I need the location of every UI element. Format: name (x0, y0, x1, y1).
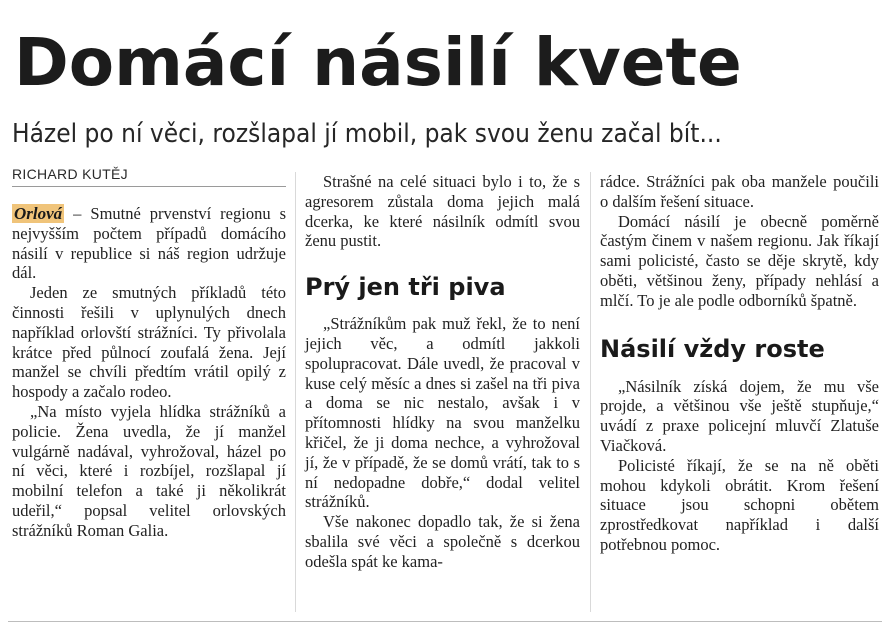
body-paragraph: Strašné na celé situaci bylo i to, že s agresorem zůstala doma jejich malá dcerka, ke které násilník odmítl svou ženu pustit. (305, 172, 580, 251)
article-column-2 (305, 172, 580, 572)
lead-paragraph (12, 204, 286, 283)
page-bottom-rule (8, 621, 882, 622)
body-paragraph-continued: rádce. Strážníci pak oba manžele poučili o dalším řešení situace. (600, 172, 879, 211)
body-paragraph: „Na místo vyjela hlídka strážníků a policie. Žena uvedla, že jí manžel vulgárně nadával, vyhrožoval, házel po ní věci, které i rozbíjel, rozšlapal jí mobilní telefon a také ji několikrát udeřil,“ popsal velitel orlovských strážníků Roman Galia. (12, 401, 286, 540)
body-paragraph: Policisté říkají, že se na ně oběti mohou kdykoli obrátit. Krom řešení situace jsou schopni obětem zprostředkovat například i další potřebnou pomoc. (600, 455, 879, 554)
body-paragraph: Vše nakonec dopadlo tak, že si žena sbalila své věci a společně s dcerkou odešla spát ke kama- (305, 512, 580, 571)
subheadline: Házel po ní věci, rozšlapal jí mobil, pak svou ženu začal bít... (12, 119, 722, 149)
byline: RICHARD KUTĚJ (12, 166, 286, 187)
section-heading: Násilí vždy roste (600, 334, 825, 363)
dateline: Orlová (14, 204, 63, 223)
body-paragraph: „Násilník získá dojem, že mu vše projde, a většinou vše ještě stupňuje,“ uvádí z praxe policejní mluvčí Zlatuše Viačková. (600, 376, 879, 455)
section-heading: Prý jen tři piva (305, 273, 506, 302)
body-paragraph: Domácí násilí je obecně poměrně častým činem v našem regionu. Jak říkají sami policisté, často se děje skrytě, kdy oběti, většinou ženy, případy nehlásí a mlčí. To je ale podle odborníků špatně. (600, 211, 879, 310)
column-divider (295, 172, 296, 612)
article-column-3 (600, 172, 879, 555)
body-paragraph: „Strážníkům pak muž řekl, že to není jejich věc, a odmítl jakkoli spolupracovat. Dále uvedl, že pracoval v kuse celý měsíc a dnes si zašel na tři piva a doma se nic nestalo, avšak i v přítomnosti hlídky na svou manželku křičel, že ji doma nechce, a vyhrožoval jí, že v případě, že se domů vrátí, tak to s ní nedopadne dobře,“ dodal velitel strážníků. (305, 314, 580, 512)
headline: Domácí násilí kvete (14, 24, 742, 101)
lead-text: – Smutné prvenství regionu s nejvyšším počtem případů domácího násilí v republice si náš region udržuje dál. (12, 204, 286, 283)
article-column-1 (12, 204, 286, 541)
column-divider (590, 172, 591, 612)
body-paragraph: Jeden ze smutných příkladů této činnosti řešili v uplynulých dnech například orlovští strážníci. Ty přivolala krátce před půlnocí zoufalá žena. Její manžel se chvíli předtím vrátil opilý z hospody a začalo rodeo. (12, 283, 286, 402)
